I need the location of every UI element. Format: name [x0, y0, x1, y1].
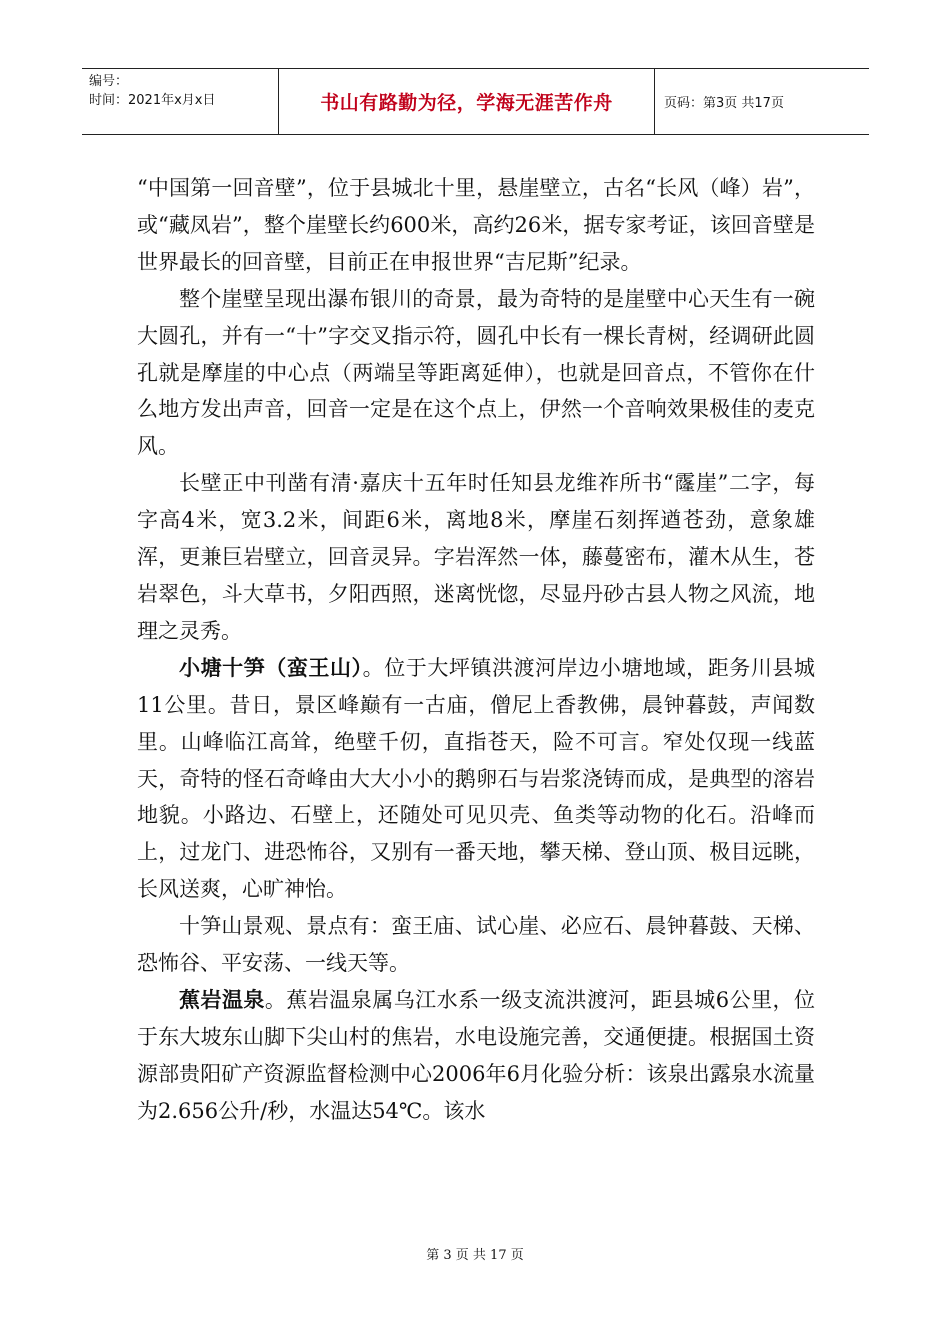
section-heading: 蕉岩温泉 [179, 986, 265, 1012]
paragraph: “中国第一回音壁”，位于县城北十里，悬崖壁立，古名“长风（峰）岩”，或“藏凤岩”，整个崖壁长约600米，高约26米，据专家考证，该回音壁是世界最长的回音壁，目前正在申报世界“吉尼斯”纪录。 [137, 176, 815, 274]
page-footer: 第 3 页 共 17 页 [426, 1248, 524, 1263]
document-time-label: 时间：2021年x月x日 [89, 93, 216, 108]
section-heading: 小塘十笋（蛮王山） [179, 654, 363, 680]
header-meta [82, 69, 279, 134]
paragraph: 十笋山景观、景点有：蛮王庙、试心崖、必应石、晨钟暮鼓、天梯、恐怖谷、平安荡、一线天等。 [137, 914, 815, 976]
paragraph-text: 。蕉岩温泉属乌江水系一级支流洪渡河，距县城6公里，位于东大坡东山脚下尖山村的焦岩，水电设施完善，交通便捷。根据国土资源部贵阳矿产资源监督检测中心2006年6月化验分析：该泉出露泉水流量为2.656公升/秒，水温达54℃。该水 [137, 987, 816, 1123]
paragraph: 长壁正中刊凿有清·嘉庆十五年时任知县龙维祚所书“霳崖”二字，每字高4米，宽3.2米，间距6米，离地8米，摩崖石刻挥遒苍劲，意象雄浑，更兼巨岩壁立，回音灵异。字岩浑然一体，藤蔓密布，灌木从生，苍岩翠色，斗大草书，夕阳西照，迷离恍惚，尽显丹砂古县人物之风流，地理之灵秀。 [137, 471, 815, 643]
document-number-label: 编号： [89, 74, 129, 89]
page-header [82, 68, 869, 135]
header-motto: 书山有路勤为径，学海无涯苦作舟 [279, 69, 655, 134]
paragraph [137, 982, 815, 1130]
document-body [137, 170, 815, 1130]
paragraph-text: 。位于大坪镇洪渡河岸边小塘地域，距务川县城11公里。昔日，景区峰巅有一古庙，僧尼上香教佛，晨钟暮鼓，声闻数里。山峰临江高耸，绝壁千仞，直指苍天，险不可言。窄处仅现一线蓝天，奇特的怪石奇峰由大大小小的鹅卵石与岩浆浇铸而成，是典型的溶岩地貌。小路边、石壁上，还随处可见贝壳、鱼类等动物的化石。沿峰而上，过龙门、进恐怖谷，又别有一番天地，攀天梯、登山顶、极目远眺，长风送爽，心旷神怡。 [137, 655, 816, 902]
paragraph [137, 650, 815, 908]
paragraph: 整个崖壁呈现出瀑布银川的奇景，最为奇特的是崖壁中心天生有一碗大圆孔，并有一“十”字交叉指示符，圆孔中长有一棵长青树，经调研此圆孔就是摩崖的中心点（两端呈等距离延伸），也就是回音点，不管你在什么地方发出声音，回音一定是在这个点上，伊然一个音响效果极佳的麦克风。 [137, 286, 815, 459]
header-page-info: 页码：第3页 共17页 [664, 96, 784, 111]
